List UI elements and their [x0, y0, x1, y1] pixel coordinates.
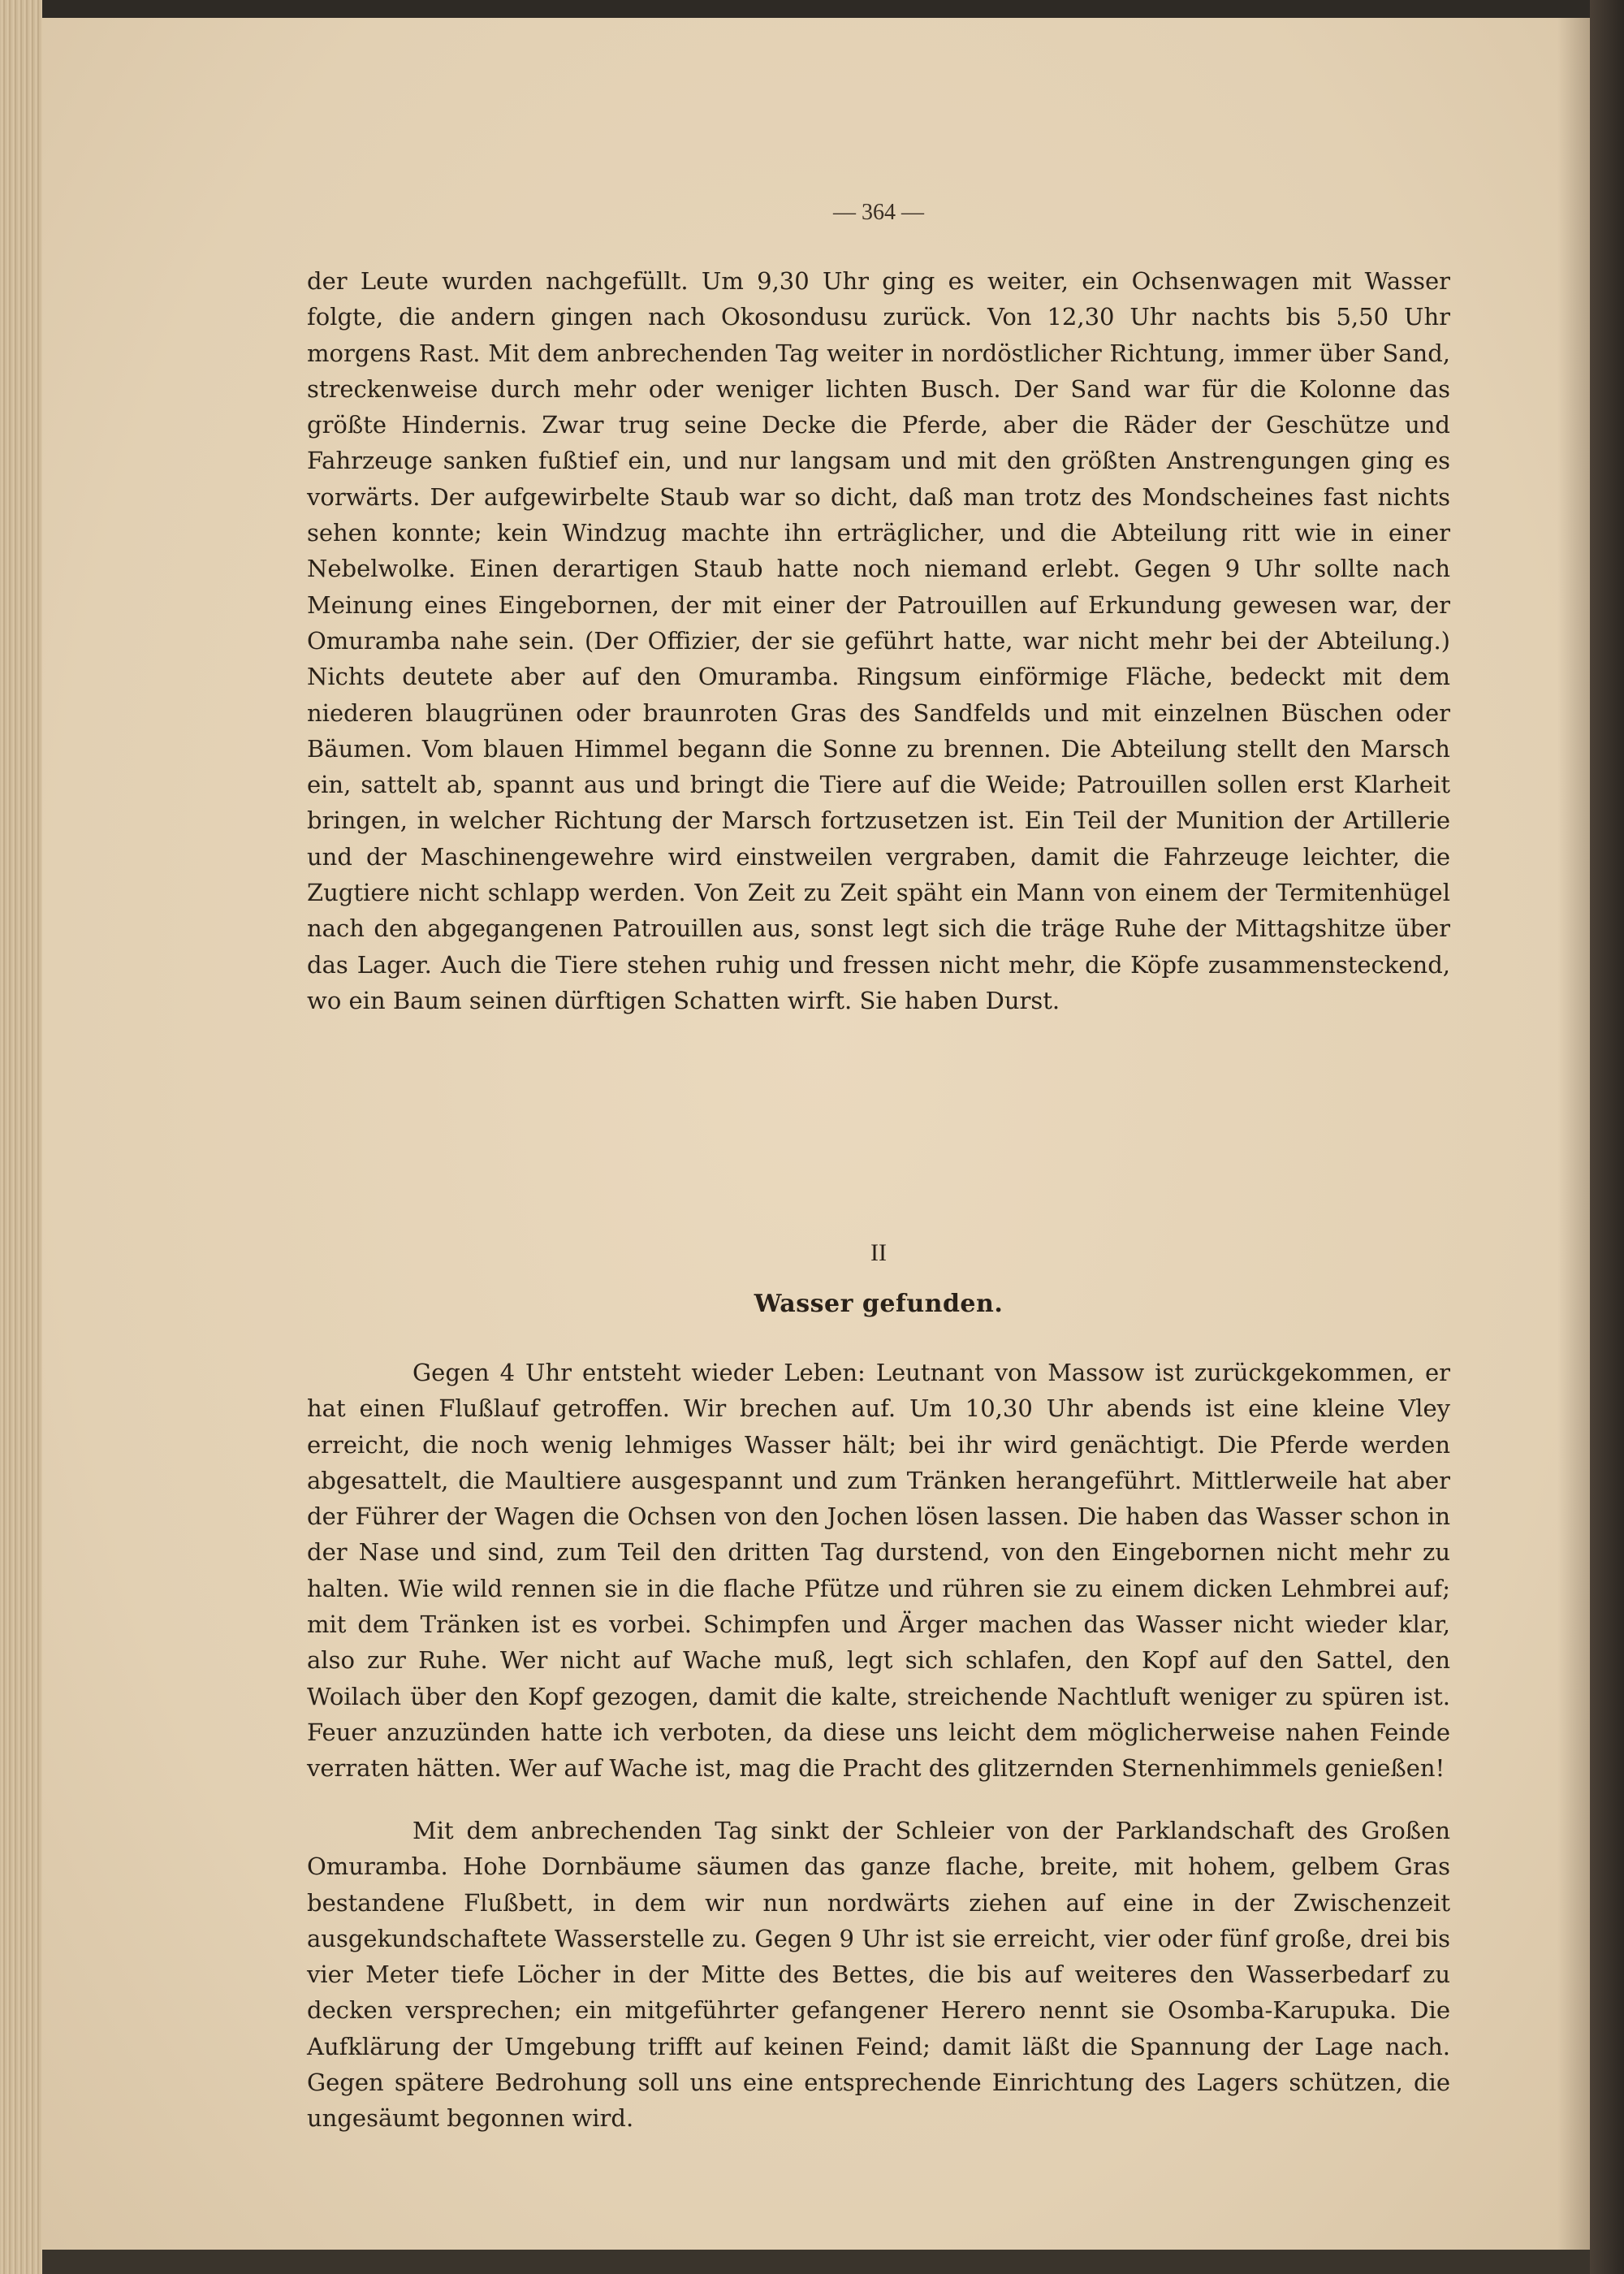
page-number: — 364 —: [833, 200, 924, 225]
paragraph-1: der Leute wurden nachgefüllt. Um 9,30 Uhr ging es weiter, ein Ochsenwagen mit Wasser folgte, die andern gingen nach Okosondusu zurück. Von 12,30 Uhr nachts bis 5,50 Uhr morgens Rast. Mit dem anbrechenden Tag weiter in nordöstlicher Richtung, immer über Sand, streckenweise durch mehr oder weniger lichten Busch. Der Sand war für die Kolonne das größte Hindernis. Zwar trug seine Decke die Pferde, aber die Räder der Geschütze und Fahrzeuge sanken fußtief ein, und nur langsam und mit den größten Anstrengungen ging es vorwärts. Der aufgewirbelte Staub war so dicht, daß man trotz des Mondscheines fast nichts sehen konnte; kein Windzug machte ihn erträglicher, und die Abteilung ritt wie in einer Nebelwolke. Einen derartigen Staub hatte noch niemand erlebt. Gegen 9 Uhr sollte nach Meinung eines Eingebornen, der mit einer der Patrouillen auf Erkundung gewesen war, der Omuramba nahe sein. (Der Offizier, der sie geführt hatte, war nicht mehr bei der Abteilung.) Nichts deutete aber auf den Omuramba. Ringsum einförmige Fläche, bedeckt mit dem niederen blaugrünen oder braunroten Gras des Sandfelds und mit einzelnen Büschen oder Bäumen. Vom blauen Himmel begann die Sonne zu brennen. Die Abteilung stellt den Marsch ein, sattelt ab, spannt aus und bringt die Tiere auf die Weide; Patrouillen sollen erst Klarheit bringen, in welcher Richtung der Marsch fortzusetzen ist. Ein Teil der Munition der Artillerie und der Maschinengewehre wird einstweilen vergraben, damit die Fahrzeuge leichter, die Zugtiere nicht schlapp werden. Von Zeit zu Zeit späht ein Mann von einem der Termitenhügel nach den abgegangenen Patrouillen aus, sonst legt sich die träge Ruhe der Mittagshitze über das Lager. Auch die Tiere stehen ruhig und fressen nicht mehr, die Köpfe zusammensteckend, wo ein Baum seinen dürftigen Schatten wirft. Sie haben Durst.: [307, 267, 1450, 1014]
book-cover-edge: [1590, 0, 1624, 2274]
section-title: Wasser gefunden.: [754, 1290, 1004, 1318]
section-number: II: [870, 1239, 887, 1266]
book-page-edges: [0, 0, 42, 2274]
scan-top-border: [0, 0, 1624, 18]
gutter-shadow: [1557, 18, 1590, 2250]
paragraph-3: Mit dem anbrechenden Tag sinkt der Schleier von der Parklandschaft des Großen Omuramba. Hohe Dornbäume säumen das ganze flache, breite, mit hohem, gelbem Gras bestandene Flußbett, in dem wir nun nordwärts ziehen auf eine in der Zwischenzeit ausgekundschaftete Wasserstelle zu. Gegen 9 Uhr ist sie erreicht, vier oder fünf große, drei bis vier Meter tiefe Löcher in der Mitte des Bettes, die bis auf weiteres den Wasserbedarf zu decken versprechen; ein mitgeführter gefangener Herero nennt sie Osomba-Karupuka. Die Aufklärung der Umgebung trifft auf keinen Feind; damit läßt die Spannung der Lage nach. Gegen spätere Bedrohung soll uns eine entsprechende Einrichtung des Lagers schützen, die ungesäumt begonnen wird.: [307, 1817, 1450, 2133]
paragraph-2: Gegen 4 Uhr entsteht wieder Leben: Leutnant von Massow ist zurückgekommen, er hat einen Flußlauf getroffen. Wir brechen auf. Um 10,30 Uhr abends ist eine kleine Vley erreicht, die noch wenig lehmiges Wasser hält; bei ihr wird genächtigt. Die Pferde werden abgesattelt, die Maultiere ausgespannt und zum Tränken herangeführt. Mittlerweile hat aber der Führer der Wagen die Ochsen von den Jochen lösen lassen. Die haben das Wasser schon in der Nase und sind, zum Teil den dritten Tag durstend, von den Eingebornen nicht mehr zu halten. Wie wild rennen sie in die flache Pfütze und rühren sie zu einem dicken Lehmbrei auf; mit dem Tränken ist es vorbei. Schimpfen und Ärger machen das Wasser nicht wieder klar, also zur Ruhe. Wer nicht auf Wache muß, legt sich schlafen, den Kopf auf den Sattel, den Woilach über den Kopf gezogen, damit die kalte, streichende Nachtluft weniger zu spüren ist. Feuer anzuzünden hatte ich verboten, da diese uns leicht dem möglicherweise nahen Feinde verraten hätten. Wer auf Wache ist, mag die Pracht des glitzernden Sternenhimmels genießen!: [307, 1359, 1450, 1783]
book-page: [42, 18, 1590, 2250]
